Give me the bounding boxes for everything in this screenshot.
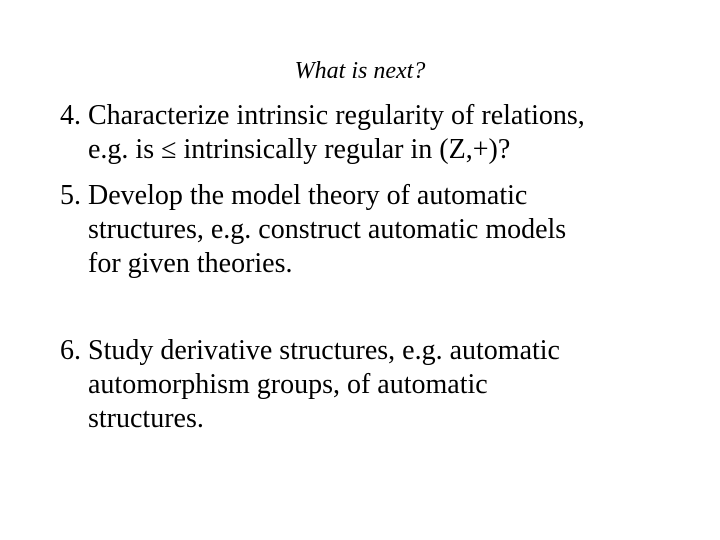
list-item-line: structures, e.g. construct automatic models <box>88 214 567 245</box>
list-item-4 <box>60 99 700 167</box>
list-item-5 <box>60 179 700 281</box>
list-item-line: structures. <box>88 403 204 434</box>
list-item-line: 5. Develop the model theory of automatic <box>60 180 528 211</box>
list-item-line: 6. Study derivative structures, e.g. automatic <box>60 335 560 366</box>
slide-title: What is next? <box>294 58 426 84</box>
list-item-line: for given theories. <box>88 248 293 279</box>
list-item-line: automorphism groups, of automatic <box>88 369 488 400</box>
list-item-6 <box>60 334 700 436</box>
list-item-line: 4. Characterize intrinsic regularity of relations, <box>60 100 585 131</box>
list-item-line: e.g. is ≤ intrinsically regular in (Z,+)? <box>88 134 511 165</box>
